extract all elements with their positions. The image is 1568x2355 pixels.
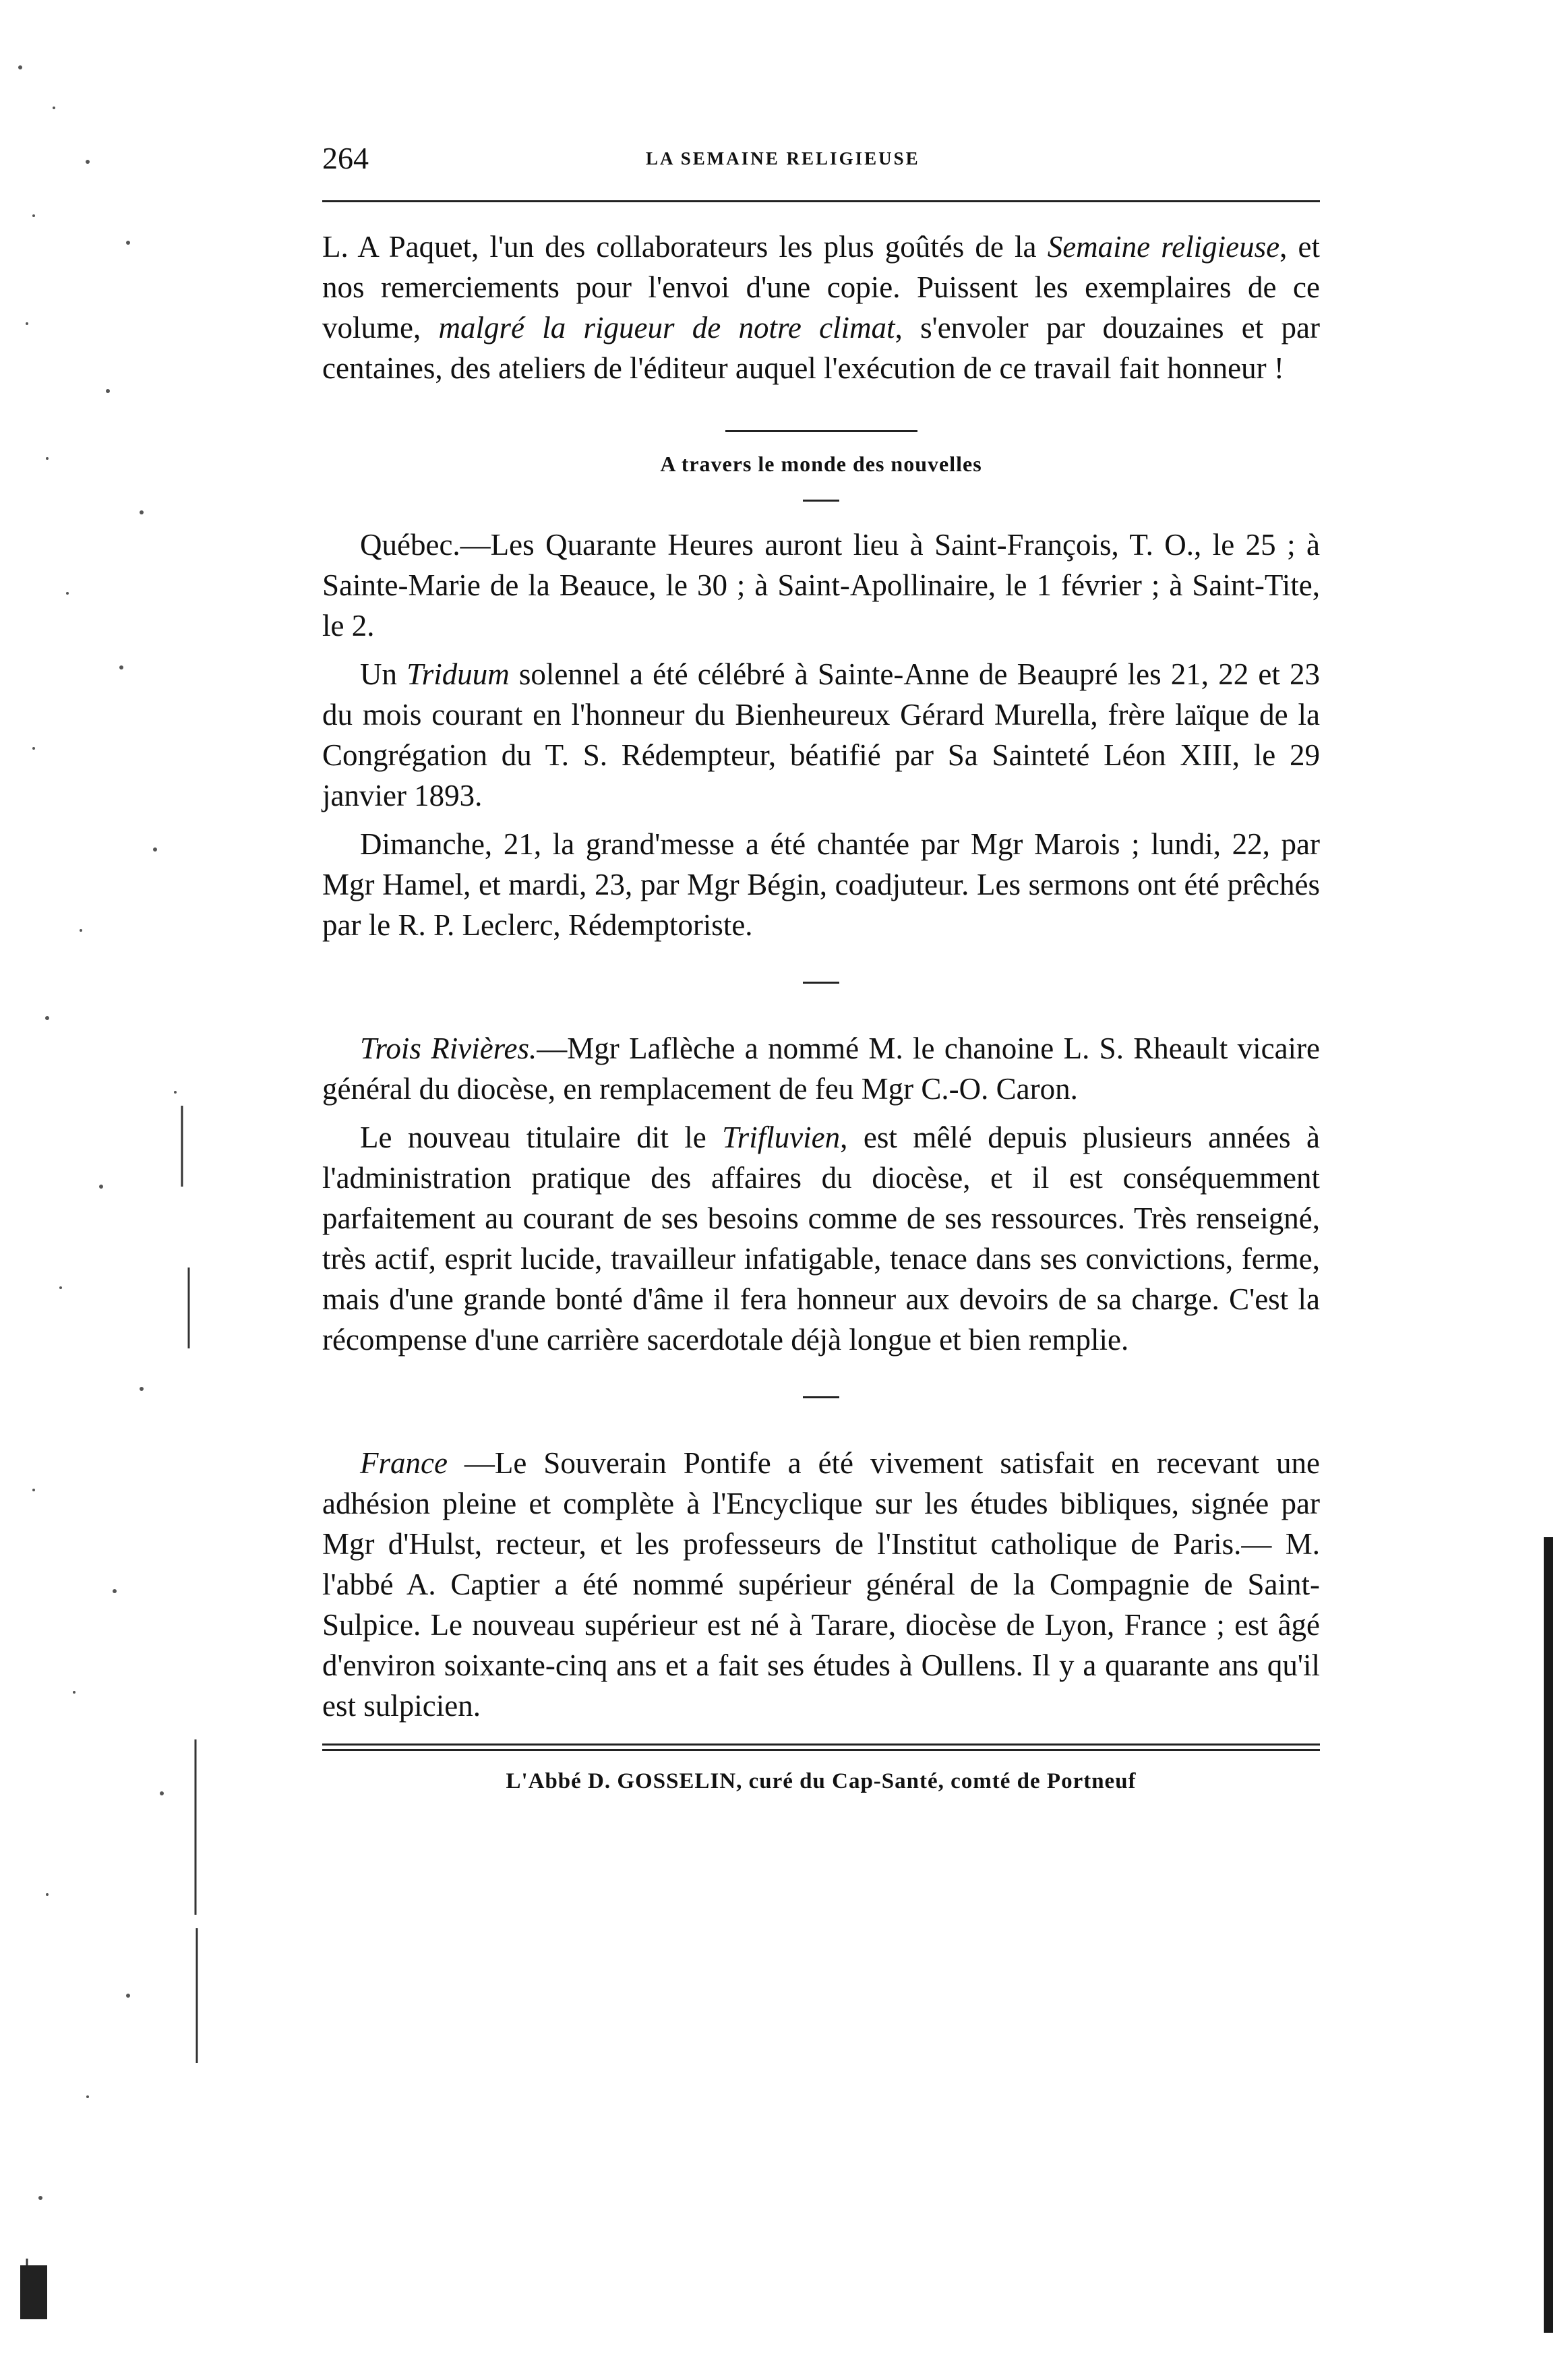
separator-dash-1 <box>803 982 839 984</box>
left-margin-scan-artifacts <box>7 40 209 2333</box>
page-number: 264 <box>322 141 369 175</box>
footer-rule-2 <box>322 1749 1320 1751</box>
intro-italic-1: Semaine religieuse <box>1047 230 1280 264</box>
author-signature: L'Abbé D. GOSSELIN, curé du Cap-Santé, comté de Portneuf <box>506 1769 1137 1793</box>
trois-rivieres-paragraph-1 <box>322 1028 1320 1109</box>
trois-rivieres-p2-text-2: , est mêlé depuis plusieurs années à l'administration pratique des affaires du diocèse, et il est conséquemment parfaitement au courant de ses besoins comme de ses ressources. Très renseigné, très actif, esprit lucide, travailleur infatigable, tenace dans ses convictions, ferme, mais d'une grande bonté d'âme il fera honneur aux devoirs de sa charge. C'est la récompense d'une carrière sacerdotale déjà longue et bien remplie. <box>322 1121 1320 1357</box>
france-text: —Le Souverain Pontife a été vivement satisfait en recevant une adhésion pleine et complète à l'Encyclique sur les études bibliques, signée par Mgr d'Hulst, recteur, et les professeurs de l'Institut catholique de Paris.— M. l'abbé A. Captier a été nommé supérieur général de la Compagnie de Saint-Sulpice. Le nouveau supérieur est né à Tarare, diocèse de Lyon, France ; est âgé d'environ soixante-cinq ans et a fait ses études à Oullens. Il y a quarante ans qu'il est sulpicien. <box>322 1446 1320 1723</box>
page-header <box>322 138 1320 179</box>
intro-text-1: L. A Paquet, l'un des collaborateurs les plus goûtés de la <box>322 230 1048 264</box>
trois-rivieres-p2-italic: Trifluvien <box>722 1121 841 1154</box>
intro-text-2: , et nos remerciements pour l'envoi d'une copie. Puissent les exemplaires de ce volume, <box>322 230 1320 345</box>
quebec-paragraph-2 <box>322 654 1320 816</box>
intro-text-3: , s'envoler par douzaines et par centaines, des ateliers de l'éditeur auquel l'exécution de ce travail fait honneur ! <box>322 311 1320 385</box>
header-rule <box>322 200 1320 202</box>
quebec-paragraph-3: Dimanche, 21, la grand'messe a été chantée par Mgr Marois ; lundi, 22, par Mgr Hamel, et mardi, 23, par Mgr Bégin, coadjuteur. Les sermons ont été prêchés par le R. P. Leclerc, Rédemptoriste. <box>322 827 1320 942</box>
quebec-p2-italic: Triduum <box>406 657 510 691</box>
france-paragraph <box>322 1443 1320 1726</box>
intro-italic-2: malgré la rigueur de notre climat <box>438 311 895 345</box>
section-rule <box>725 430 917 432</box>
quebec-p2-text-1: Un <box>360 657 407 691</box>
running-title: LA SEMAINE RELIGIEUSE <box>646 148 920 169</box>
separator-dash-2 <box>803 1396 839 1398</box>
page-body <box>322 227 1320 1798</box>
section-dash <box>803 500 839 502</box>
trois-rivieres-paragraph-2 <box>322 1117 1320 1360</box>
trois-rivieres-place: Trois Rivières. <box>360 1032 537 1065</box>
france-place: France <box>360 1446 448 1480</box>
quebec-p2-text-2: solennel a été célébré à Sainte-Anne de Beaupré les 21, 22 et 23 du mois courant en l'honneur du Bienheureux Gérard Murella, frère laïque de la Congrégation du T. S. Rédempteur, béatifié par Sa Sainteté Léon XIII, le 29 janvier 1893. <box>322 657 1320 812</box>
footer-rule-1 <box>322 1743 1320 1746</box>
book-page <box>322 0 1320 2355</box>
intro-paragraph <box>322 227 1320 388</box>
right-margin-scan-edge <box>1544 1537 1553 2333</box>
trois-rivieres-p1-text: —Mgr Laflèche a nommé M. le chanoine L. S. Rheault vicaire général du diocèse, en remplacement de feu Mgr C.-O. Caron. <box>322 1032 1320 1106</box>
trois-rivieres-p2-text-1: Le nouveau titulaire dit le <box>360 1121 723 1154</box>
quebec-paragraph-1: Québec.—Les Quarante Heures auront lieu à Saint-François, T. O., le 25 ; à Sainte-Marie de la Beauce, le 30 ; à Saint-Apollinaire, le 1 février ; à Saint-Tite, le 2. <box>322 528 1320 643</box>
section-heading: A travers le monde des nouvelles <box>660 452 982 476</box>
